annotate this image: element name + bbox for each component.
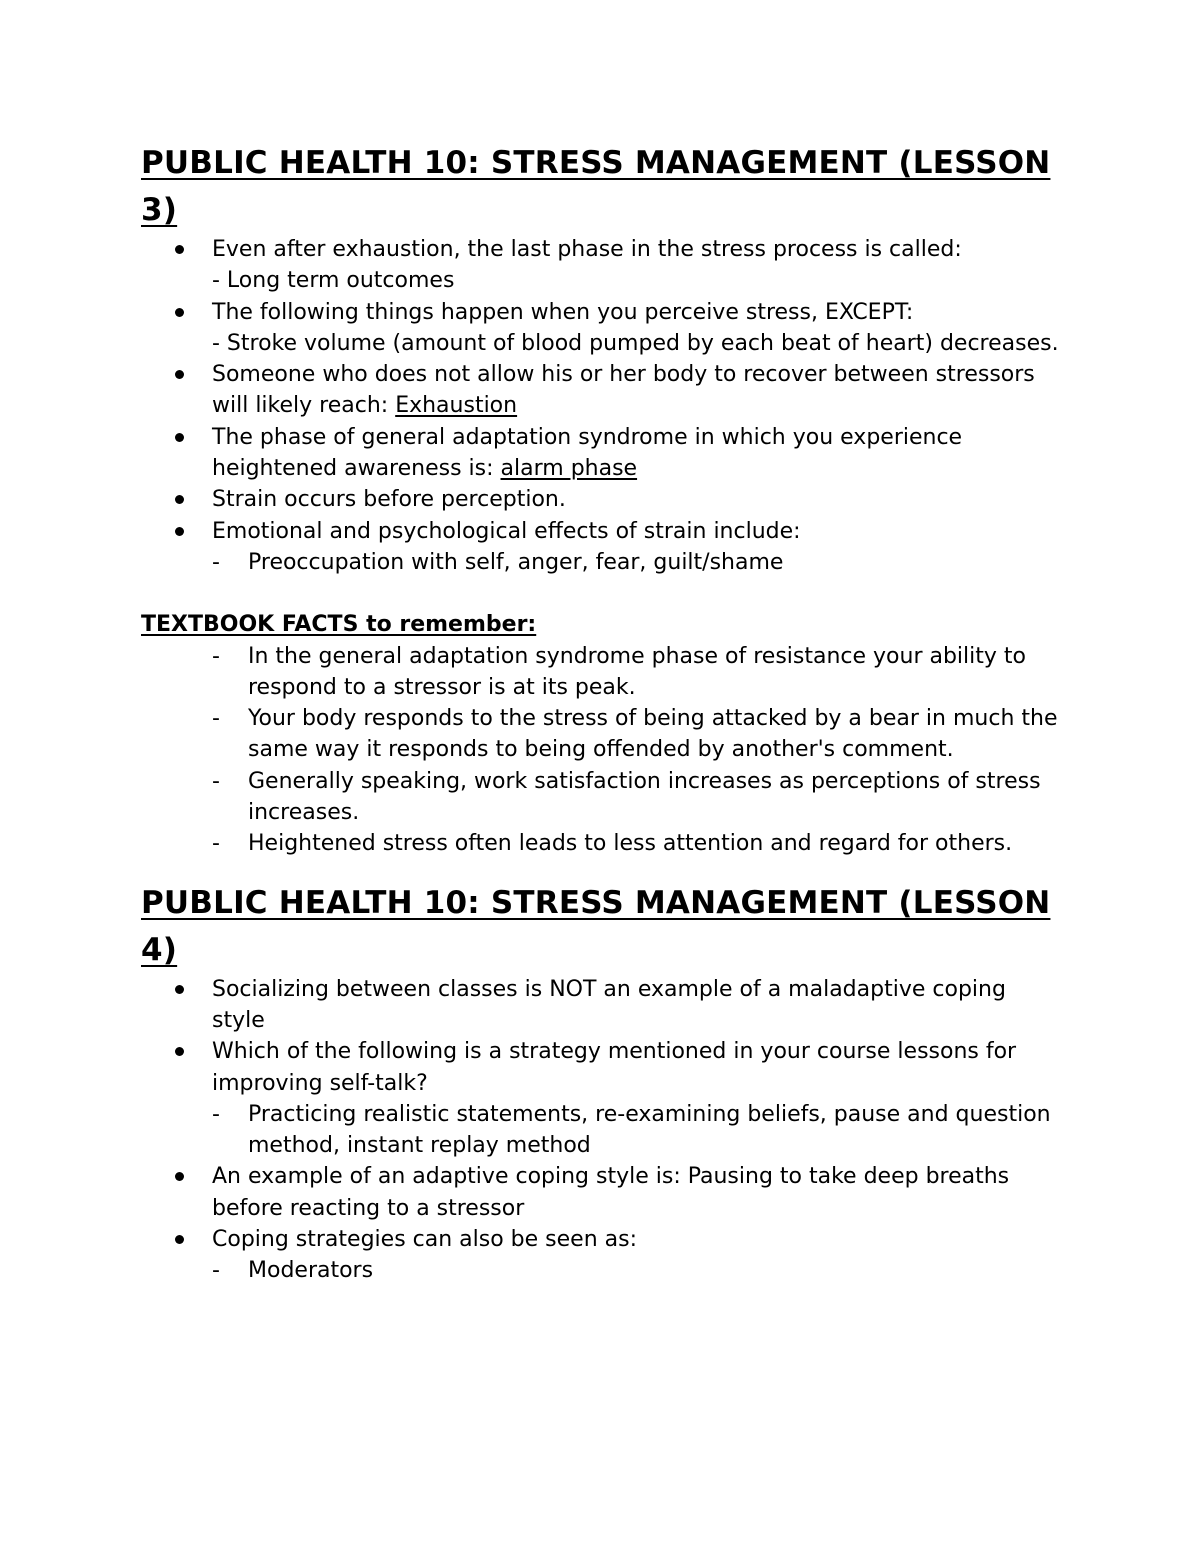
lesson3-title: PUBLIC HEALTH 10: STRESS MANAGEMENT (LESSON 3): [141, 145, 1051, 228]
fact-text: In the general adaptation syndrome phase of resistance your ability to respond to a stressor is at its peak.: [248, 643, 1026, 700]
textbook-facts-list: [141, 641, 1061, 860]
list-item: [141, 422, 1061, 485]
list-item: [141, 974, 1061, 1037]
list-item: [141, 1161, 1061, 1224]
lesson4-list: [141, 974, 1061, 1099]
fact-text: Heightened stress often leads to less attention and regard for others.: [248, 831, 1013, 857]
bullet-icon: [175, 245, 184, 254]
answer-text: alarm phase: [500, 456, 638, 482]
bullet-icon: [175, 527, 184, 536]
textbook-facts-heading: TEXTBOOK FACTS to remember:: [141, 612, 537, 638]
bullet-icon: [175, 370, 184, 379]
answer-text: - Long term outcomes: [212, 268, 455, 294]
dash-marker: -: [212, 768, 220, 794]
sub-item: [141, 1099, 1061, 1162]
bullet-icon: [175, 1235, 184, 1244]
question-text: Someone who does not allow his or her body to recover between stressors will likely reach:: [212, 362, 1035, 419]
list-item: [141, 359, 1061, 422]
fact-item: [141, 703, 1061, 766]
list-item: [141, 297, 1061, 360]
fact-item: [141, 828, 1061, 859]
bullet-icon: [175, 1047, 184, 1056]
question-text: Coping strategies can also be seen as:: [212, 1227, 637, 1253]
dash-marker: -: [212, 831, 220, 857]
fact-text: Generally speaking, work satisfaction increases as perceptions of stress increases.: [248, 768, 1041, 826]
question-text: The following things happen when you perceive stress, EXCEPT:: [212, 299, 914, 325]
bullet-icon: [175, 308, 184, 317]
sub-item-text: Preoccupation with self, anger, fear, guilt/shame: [248, 549, 784, 575]
answer-text: - Stroke volume (amount of blood pumped by each beat of heart) decreases.: [212, 330, 1059, 356]
lesson4-title: PUBLIC HEALTH 10: STRESS MANAGEMENT (LESSON 4): [141, 884, 1051, 968]
answer-text: Exhaustion: [395, 393, 518, 419]
dash-marker: -: [212, 706, 220, 732]
statement-text: An example of an adaptive coping style is: Pausing to take deep breaths before reacting to a stressor: [212, 1164, 1010, 1221]
statement-text: Strain occurs before perception.: [212, 487, 566, 513]
statement-text: Socializing between classes is NOT an example of a maladaptive coping style: [212, 976, 1006, 1033]
document-page: [141, 140, 1061, 1287]
bullet-icon: [175, 495, 184, 504]
list-item: [141, 1036, 1061, 1099]
sub-item-text: Practicing realistic statements, re-examining beliefs, pause and question method, instant replay method: [248, 1101, 1051, 1159]
sub-item: [141, 1255, 1061, 1286]
fact-text: Your body responds to the stress of being attacked by a bear in much the same way it responds to being offended by another's comment.: [248, 706, 1058, 763]
list-item: [141, 1224, 1061, 1255]
question-text: Even after exhaustion, the last phase in the stress process is called:: [212, 237, 962, 262]
section-spacer: [141, 860, 1061, 880]
fact-item: [141, 641, 1061, 704]
bullet-icon: [175, 1172, 184, 1181]
bullet-icon: [175, 985, 184, 994]
bullet-icon: [175, 433, 184, 442]
question-text: The phase of general adaptation syndrome in which you experience heightened awareness is:: [212, 424, 963, 482]
lesson3-list: [141, 234, 1061, 547]
list-item: [141, 516, 1061, 547]
dash-marker: -: [212, 1101, 220, 1127]
dash-marker: -: [212, 1258, 220, 1284]
list-item: [141, 484, 1061, 515]
sub-item-text: Moderators: [248, 1258, 374, 1284]
question-text: Emotional and psychological effects of strain include:: [212, 518, 801, 544]
question-text: Which of the following is a strategy mentioned in your course lessons for improving self-talk?: [212, 1039, 1017, 1096]
dash-marker: -: [212, 549, 220, 575]
dash-marker: -: [212, 643, 220, 669]
sub-item: [141, 547, 1061, 578]
list-item: [141, 234, 1061, 297]
lesson4-list-continued: [141, 1161, 1061, 1255]
fact-item: [141, 766, 1061, 829]
